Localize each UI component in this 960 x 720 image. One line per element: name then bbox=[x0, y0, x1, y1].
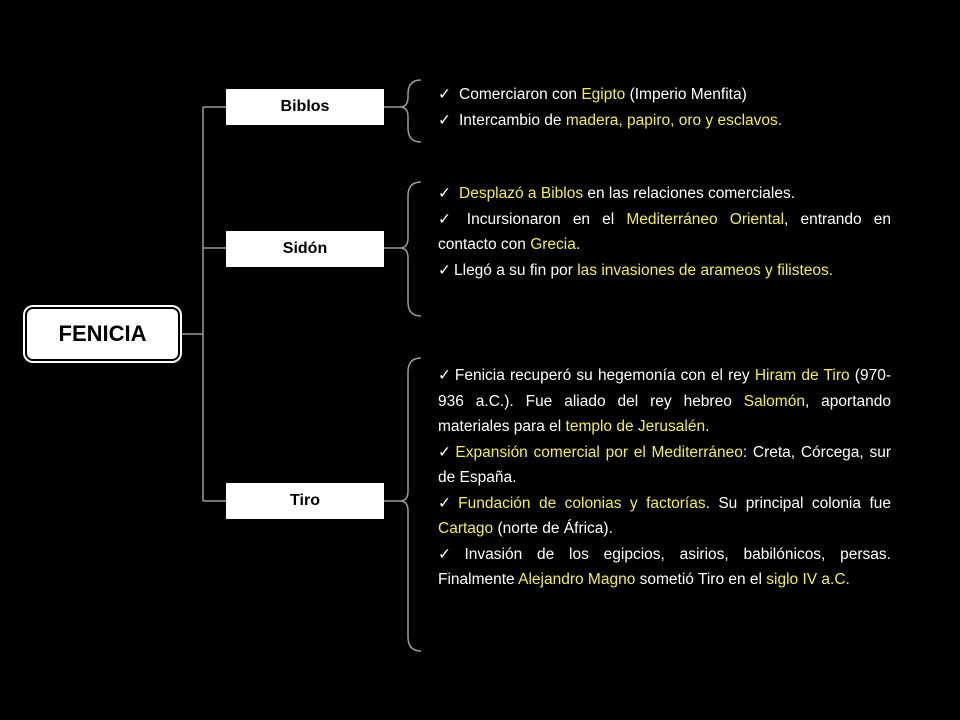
highlight-text: Desplazó a Biblos bbox=[459, 185, 584, 202]
highlight-text: Fundación de colonias y factorías bbox=[458, 494, 706, 512]
check-icon: ✓ bbox=[438, 544, 462, 563]
branch-label: Sidón bbox=[282, 240, 328, 257]
body-text: . bbox=[705, 418, 710, 435]
branch-label: Tiro bbox=[290, 492, 320, 509]
body-text: sometió Tiro en el bbox=[635, 571, 767, 588]
body-text: Incursionaron en el bbox=[466, 210, 627, 228]
main-node-fenicia bbox=[25, 307, 180, 361]
list-item bbox=[438, 82, 898, 108]
check-icon: ✓ bbox=[438, 85, 451, 103]
check-icon: ✓ bbox=[438, 366, 452, 384]
branch-node-biblos bbox=[226, 89, 384, 125]
check-icon: ✓ bbox=[438, 442, 453, 461]
body-text: , aportando materiales para el bbox=[438, 392, 891, 435]
check-icon: ✓ bbox=[438, 260, 451, 279]
highlight-text: Alejandro Magno bbox=[518, 571, 636, 588]
list-item bbox=[438, 258, 891, 284]
branch-node-tiro bbox=[226, 483, 384, 519]
body-text: en las relaciones comerciales. bbox=[583, 185, 796, 202]
body-text: . bbox=[575, 236, 581, 253]
highlight-text: Salomón bbox=[743, 392, 805, 410]
check-icon: ✓ bbox=[438, 493, 456, 512]
body-text: (970-936 a.C.). Fue aliado del rey hebreo bbox=[438, 367, 891, 410]
list-item bbox=[438, 207, 891, 258]
list-item bbox=[438, 491, 891, 542]
highlight-text: Hiram de Tiro bbox=[754, 367, 850, 384]
highlight-text: templo de Jerusalén bbox=[565, 418, 706, 435]
branch-node-sidon bbox=[226, 231, 384, 267]
body-text: (Imperio Menfita) bbox=[625, 86, 747, 103]
sidon-details bbox=[438, 181, 891, 283]
body-text: Llegó a su fin por bbox=[454, 261, 578, 279]
check-icon: ✓ bbox=[438, 209, 459, 228]
highlight-text: Cartago bbox=[438, 520, 494, 537]
list-item bbox=[438, 108, 898, 134]
check-icon: ✓ bbox=[438, 184, 451, 202]
highlight-text: Egipto bbox=[581, 86, 626, 103]
body-text: Intercambio de bbox=[459, 111, 566, 129]
highlight-text: siglo IV a.C. bbox=[766, 571, 850, 588]
list-item bbox=[438, 363, 891, 440]
body-text: Invasión de los egipcios, asirios, babilónicos, persas. Finalmente bbox=[438, 545, 891, 588]
tiro-details bbox=[438, 363, 891, 593]
body-text: , entrando en contacto con bbox=[438, 210, 891, 253]
highlight-text: Grecia bbox=[530, 236, 576, 253]
body-text: . Su principal colonia fue bbox=[705, 494, 891, 512]
check-icon: ✓ bbox=[438, 110, 451, 129]
highlight-text: las invasiones de arameos y filisteos. bbox=[577, 261, 834, 279]
highlight-text: Mediterráneo Oriental bbox=[626, 210, 785, 228]
body-text: Comerciaron con bbox=[459, 86, 582, 103]
body-text: : Creta, Córcega, sur de España. bbox=[438, 443, 891, 486]
main-node-label: FENICIA bbox=[58, 321, 147, 346]
list-item bbox=[438, 181, 891, 207]
body-text: Fenicia recuperó su hegemonía con el rey bbox=[454, 367, 755, 384]
highlight-text: Expansión comercial por el Mediterráneo bbox=[455, 443, 743, 461]
body-text: (norte de África). bbox=[493, 520, 613, 537]
list-item bbox=[438, 542, 891, 593]
biblos-details bbox=[438, 82, 898, 133]
branch-label: Biblos bbox=[280, 98, 330, 115]
highlight-text: madera, papiro, oro y esclavos. bbox=[565, 111, 783, 129]
list-item bbox=[438, 440, 891, 491]
